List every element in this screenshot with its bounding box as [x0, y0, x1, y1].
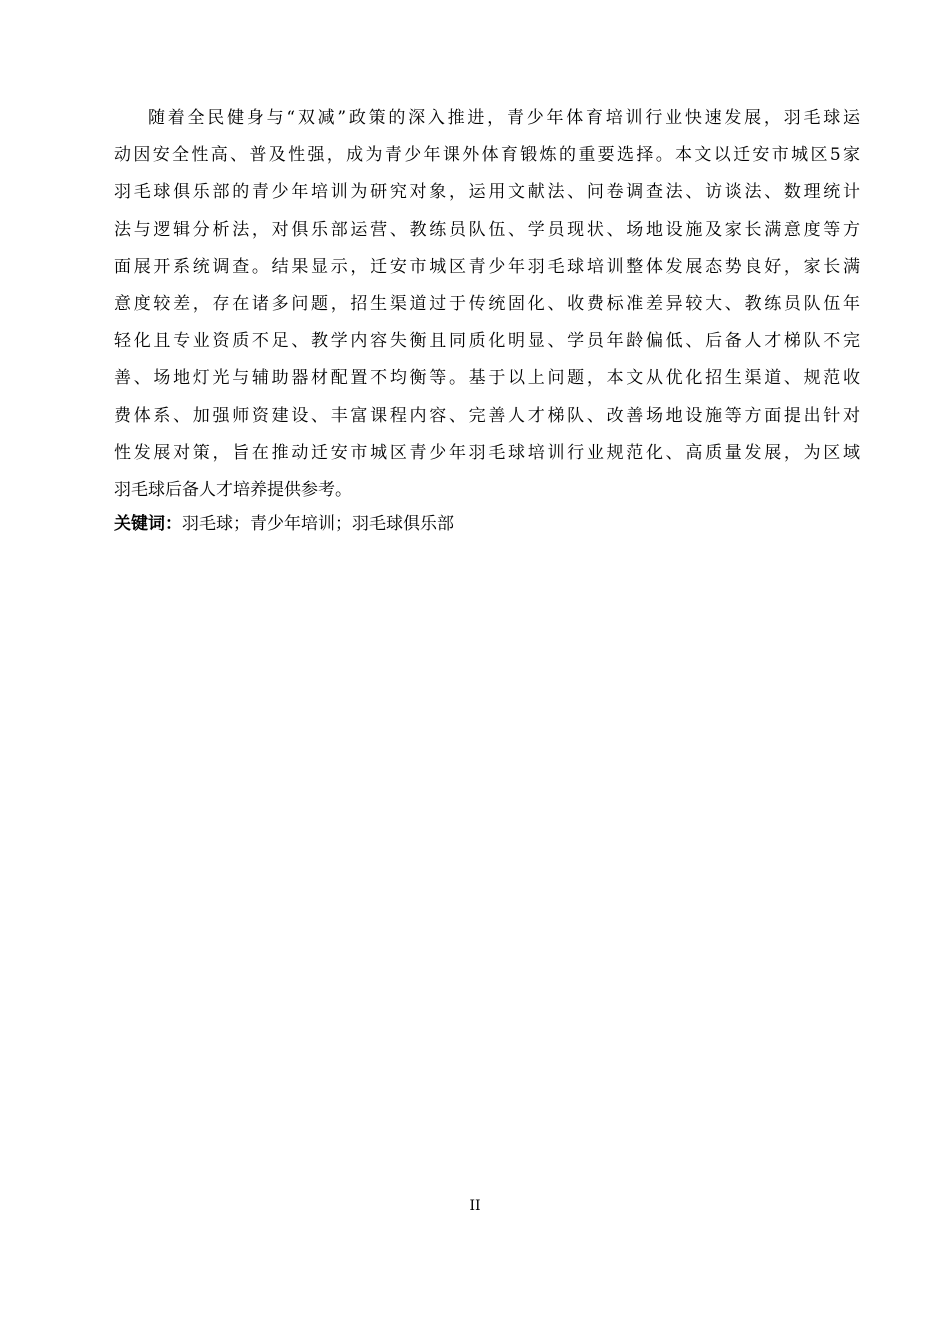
keywords-value: 羽毛球；青少年培训；羽毛球俱乐部 [182, 514, 454, 534]
abstract-line: 性发展对策，旨在推动迁安市城区青少年羽毛球培训行业规范化、高质量发展，为区域 [114, 442, 860, 463]
abstract-line: 羽毛球俱乐部的青少年培训为研究对象，运用文献法、问卷调查法、访谈法、数理统计 [114, 182, 860, 203]
abstract-line: 法与逻辑分析法，对俱乐部运营、教练员队伍、学员现状、场地设施及家长满意度等方 [114, 219, 860, 240]
abstract-paragraph [114, 100, 860, 509]
page-number: II [469, 1198, 481, 1214]
abstract-line: 费体系、加强师资建设、丰富课程内容、完善人才梯队、改善场地设施等方面提出针对 [114, 405, 860, 426]
keywords-line [114, 510, 454, 538]
abstract-line: 面展开系统调查。结果显示，迁安市城区青少年羽毛球培训整体发展态势良好，家长满 [114, 256, 860, 277]
keywords-label: 关键词： [114, 514, 182, 534]
abstract-line: 善、场地灯光与辅助器材配置不均衡等。基于以上问题，本文从优化招生渠道、规范收 [114, 368, 860, 389]
abstract-line: 意度较差，存在诸多问题，招生渠道过于传统固化、收费标准差异较大、教练员队伍年 [114, 293, 860, 314]
abstract-line: 随着全民健身与“双减”政策的深入推进，青少年体育培训行业快速发展，羽毛球运 [148, 108, 860, 128]
abstract-line: 羽毛球后备人才培养提供参考。 [114, 479, 352, 500]
abstract-line: 动因安全性高、普及性强，成为青少年课外体育锻炼的重要选择。本文以迁安市城区5家 [114, 145, 860, 166]
abstract-line: 轻化且专业资质不足、教学内容失衡且同质化明显、学员年龄偏低、后备人才梯队不完 [114, 331, 860, 352]
